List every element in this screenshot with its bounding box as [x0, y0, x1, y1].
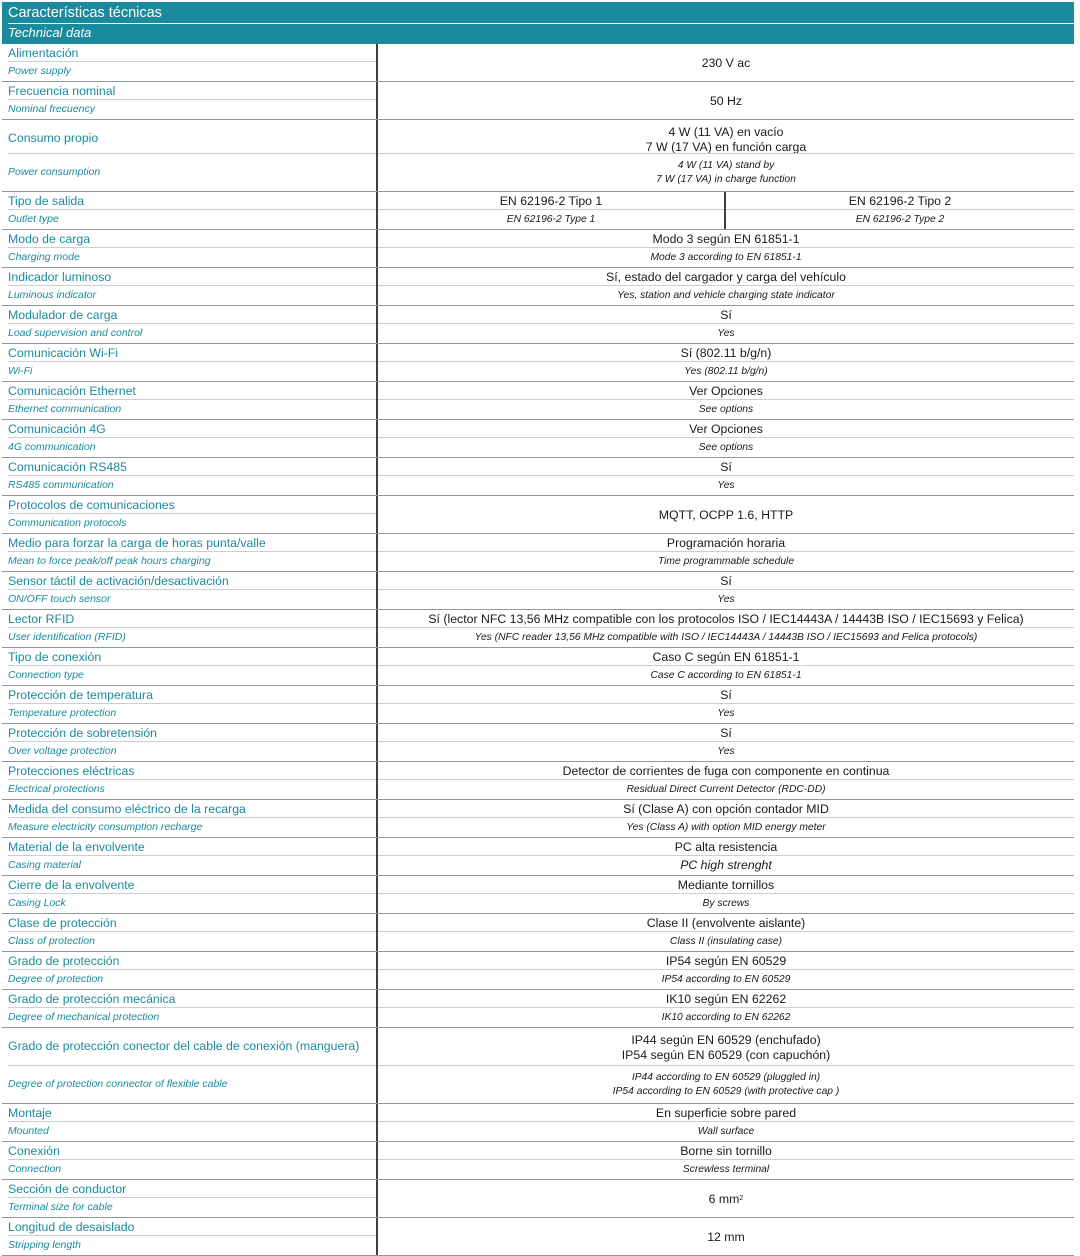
value-en: Yes [378, 741, 1074, 761]
label-en: Power supply [8, 61, 376, 81]
spec-row-connection-type [2, 648, 1074, 686]
value-es: Ver Opciones [689, 384, 763, 398]
value-en: Yes (802.11 b/g/n) [378, 361, 1074, 381]
spec-row-protection-degree [2, 952, 1074, 990]
label-es: Indicador luminoso [8, 270, 112, 284]
label-en: ON/OFF touch sensor [8, 589, 376, 609]
spec-row-protocols [2, 496, 1074, 534]
value-en [378, 153, 1074, 191]
value-es: Detector de corrientes de fuga con componente en continua [562, 764, 890, 778]
spec-row-rs485 [2, 458, 1074, 496]
spec-row-rfid [2, 610, 1074, 648]
value-es: IP54 según EN 60529 [665, 954, 787, 968]
label-en: User identification (RFID) [8, 627, 376, 647]
value: 50 Hz [709, 93, 743, 108]
value-en-type1: EN 62196-2 Type 1 [378, 209, 724, 229]
spec-row-connection [2, 1142, 1074, 1180]
value: 12 mm [707, 1229, 745, 1244]
spec-row-ethernet [2, 382, 1074, 420]
label-es: Medida del consumo eléctrico de la recarga [8, 802, 246, 816]
label-en: Over voltage protection [8, 741, 376, 761]
value-es: Sí [720, 726, 732, 740]
spec-row-mechanical-protection [2, 990, 1074, 1028]
value-en-line-1: IP44 according to EN 60529 (pluggled in) [631, 1071, 821, 1083]
value-es: Programación horaria [666, 536, 786, 550]
value-en: Yes, station and vehicle charging state indicator [378, 285, 1074, 305]
spec-row-consumption-measure [2, 800, 1074, 838]
value-en: Yes [378, 589, 1074, 609]
value-en: Yes (Class A) with option MID energy meter [378, 817, 1074, 837]
spec-row-4g [2, 420, 1074, 458]
spec-row-casing-lock [2, 876, 1074, 914]
label-en: Temperature protection [8, 703, 376, 723]
value-en-line-2: 7 W (17 VA) in charge function [656, 173, 796, 185]
value-es: En superficie sobre pared [655, 1106, 797, 1120]
label-es: Comunicación Ethernet [8, 384, 136, 398]
value-es: Ver Opciones [689, 422, 763, 436]
value-es-type2: EN 62196-2 Tipo 2 [848, 194, 952, 208]
label-en: Power consumption [8, 153, 376, 191]
label-en: Wi-Fi [8, 361, 376, 381]
label-en: Load supervision and control [8, 323, 376, 343]
value-en: IP54 according to EN 60529 [378, 969, 1074, 989]
spec-row-peak-hours [2, 534, 1074, 572]
value-es: Borne sin tornillo [680, 1144, 772, 1158]
label-en: Stripping length [8, 1235, 376, 1255]
spec-row-stripping-length [2, 1218, 1074, 1256]
value-es: Sí [720, 574, 732, 588]
value-es: Sí [720, 308, 732, 322]
value: 6 mm 2 [708, 1191, 744, 1206]
value-en: Yes [378, 703, 1074, 723]
value-es-line-2: IP54 según EN 60529 (con capuchón) [621, 1047, 831, 1062]
value-text: 6 mm [708, 1191, 740, 1206]
value-es: Sí (Clase A) con opción contador MID [623, 802, 829, 816]
label-es: Conexión [8, 1144, 60, 1158]
label-en: Degree of mechanical protection [8, 1007, 376, 1027]
value-es-line-2: 7 W (17 VA) en función carga [645, 139, 807, 154]
spec-row-casing-material [2, 838, 1074, 876]
label-es: Protección de temperatura [8, 688, 153, 702]
value-en: Mode 3 according to EN 61851-1 [378, 247, 1074, 267]
label-en: Mean to force peak/off peak hours charging [8, 551, 376, 571]
label-es: Protecciones eléctricas [8, 764, 135, 778]
label-en: Degree of protection [8, 969, 376, 989]
value-en-line-1: 4 W (11 VA) stand by [677, 159, 775, 171]
label-es: Comunicación 4G [8, 422, 106, 436]
spec-row-frequency [2, 82, 1074, 120]
label-en: Ethernet communication [8, 399, 376, 419]
label-es: Alimentación [8, 46, 79, 60]
label-en: Mounted [8, 1121, 376, 1141]
label-es: Sección de conductor [8, 1182, 127, 1196]
header-title-es: Características técnicas [8, 5, 162, 21]
value-en: Yes [378, 475, 1074, 495]
label-es: Grado de protección conector del cable de conexión (manguera) [8, 1039, 360, 1053]
value-en: Class II (insulating case) [378, 931, 1074, 951]
spec-table [2, 44, 1074, 1256]
value-es-line-1: IP44 según EN 60529 (enchufado) [631, 1032, 821, 1047]
label-es: Consumo propio [8, 131, 99, 145]
spec-row-power-supply [2, 44, 1074, 82]
label-es: Modulador de carga [8, 308, 118, 322]
label-en: Terminal size for cable [8, 1197, 376, 1217]
label-en: Casing Lock [8, 893, 376, 913]
spec-row-temperature-protection [2, 686, 1074, 724]
value-es-type1: EN 62196-2 Tipo 1 [499, 194, 603, 208]
value-es: Sí (802.11 b/g/n) [680, 346, 772, 360]
label-en: Casing material [8, 855, 376, 875]
value-es: Caso C según EN 61851-1 [652, 650, 800, 664]
spec-row-overvoltage-protection [2, 724, 1074, 762]
label-es: Cierre de la envolvente [8, 878, 135, 892]
value-en: Screwless terminal [378, 1159, 1074, 1179]
spec-row-charging-mode [2, 230, 1074, 268]
value-es: Mediante tornillos [677, 878, 775, 892]
value-en: See options [378, 437, 1074, 457]
spec-row-cable-connector-protection [2, 1028, 1074, 1104]
label-en: Class of protection [8, 931, 376, 951]
spec-row-touch-sensor [2, 572, 1074, 610]
label-en: Nominal frecuency [8, 99, 376, 119]
label-es: Sensor táctil de activación/desactivación [8, 574, 229, 588]
table-header [2, 2, 1074, 44]
label-es: Grado de protección mecánica [8, 992, 176, 1006]
value-es: Sí [720, 460, 732, 474]
label-es: Lector RFID [8, 612, 75, 626]
value-es-line-1: 4 W (11 VA) en vacío [668, 124, 784, 139]
label-es: Frecuencia nominal [8, 84, 116, 98]
value-en [378, 1065, 1074, 1103]
label-en: Connection type [8, 665, 376, 685]
label-es: Tipo de conexión [8, 650, 102, 664]
spec-row-mounting [2, 1104, 1074, 1142]
label-es: Modo de carga [8, 232, 91, 246]
spec-row-conductor-section [2, 1180, 1074, 1218]
value-es [378, 120, 1074, 157]
spec-row-outlet-type [2, 192, 1074, 230]
label-en: Connection [8, 1159, 376, 1179]
value-en-line-2: IP54 according to EN 60529 (with protective cap ) [612, 1085, 840, 1097]
label-en: Charging mode [8, 247, 376, 267]
value-es: IK10 según EN 62262 [665, 992, 787, 1006]
label-en: Electrical protections [8, 779, 376, 799]
value-es: Modo 3 según EN 61851-1 [652, 232, 800, 246]
value: 230 V ac [701, 55, 751, 70]
value-es: Sí, estado del cargador y carga del vehículo [606, 270, 846, 284]
label-en: Measure electricity consumption recharge [8, 817, 376, 837]
spec-row-luminous-indicator [2, 268, 1074, 306]
value-es: Clase II (envolvente aislante) [646, 916, 806, 930]
label-es: Grado de protección [8, 954, 120, 968]
label-es: Comunicación RS485 [8, 460, 127, 474]
value-es: Sí [720, 688, 732, 702]
label-en: Communication protocols [8, 513, 376, 533]
spec-row-load-modulator [2, 306, 1074, 344]
label-es: Medio para forzar la carga de horas punta/valle [8, 536, 266, 550]
label-es: Comunicación Wi-Fi [8, 346, 119, 360]
value-en: Case C according to EN 61851-1 [378, 665, 1074, 685]
value: MQTT, OCPP 1.6, HTTP [658, 507, 794, 522]
value-en: IK10 according to EN 62262 [378, 1007, 1074, 1027]
label-en: Outlet type [8, 209, 376, 229]
label-es: Tipo de salida [8, 194, 85, 208]
value-en: Residual Direct Current Detector (RDC-DD) [378, 779, 1074, 799]
label-en: Luminous indicator [8, 285, 376, 305]
value-en: Yes (NFC reader 13,56 MHz compatible with ISO / IEC14443A / 14443B ISO / IEC15693 and Felica protocols) [378, 627, 1074, 647]
header-title-en: Technical data [8, 23, 1074, 43]
label-es: Longitud de desaislado [8, 1220, 135, 1234]
value-en: Time programmable schedule [378, 551, 1074, 571]
label-es: Montaje [8, 1106, 52, 1120]
value-es [378, 1028, 1074, 1065]
value-es: Sí (lector NFC 13,56 MHz compatible con los protocolos ISO / IEC14443A / 14443B ISO / IEC15693 y Felica) [428, 612, 1024, 626]
label-en: 4G communication [8, 437, 376, 457]
label-en: Degree of protection connector of flexible cable [8, 1065, 376, 1103]
label-es: Material de la envolvente [8, 840, 145, 854]
spec-row-electrical-protections [2, 762, 1074, 800]
value-en: Wall surface [378, 1121, 1074, 1141]
value-es: PC alta resistencia [674, 840, 778, 854]
spec-row-consumption [2, 120, 1074, 192]
spec-row-protection-class [2, 914, 1074, 952]
value-en: Yes [378, 323, 1074, 343]
value-en: PC high strenght [378, 855, 1074, 875]
value-en: By screws [378, 893, 1074, 913]
label-es: Clase de protección [8, 916, 117, 930]
value-en-type2: EN 62196-2 Type 2 [726, 209, 1074, 229]
spec-row-wifi [2, 344, 1074, 382]
label-en: RS485 communication [8, 475, 376, 495]
label-es: Protocolos de comunicaciones [8, 498, 175, 512]
label-es: Protección de sobretensión [8, 726, 158, 740]
value-en: See options [378, 399, 1074, 419]
